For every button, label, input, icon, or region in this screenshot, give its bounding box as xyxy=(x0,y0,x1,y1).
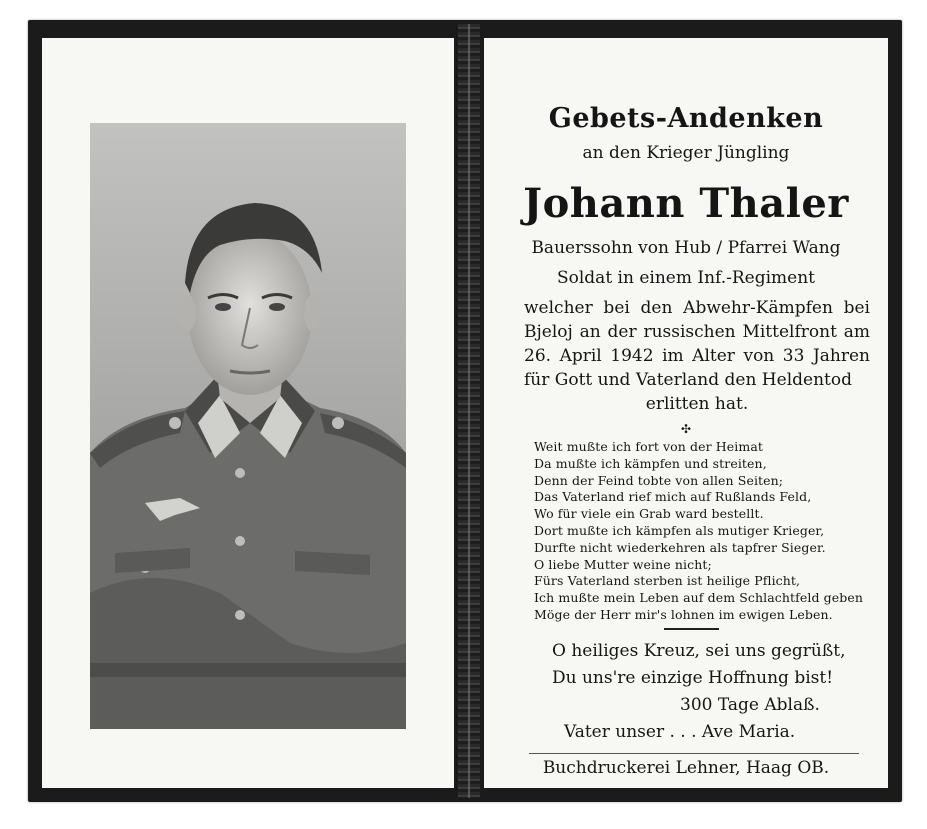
left-panel xyxy=(42,38,454,788)
indulgence-line: 300 Tage Ablaß. xyxy=(680,695,820,715)
portrait-photo xyxy=(90,123,406,729)
prayer-line: Du uns're einzige Hoffnung bist! xyxy=(552,668,834,688)
poem-line: Fürs Vaterland sterben ist heilige Pflicht, xyxy=(534,573,801,589)
card-fold-spine xyxy=(458,24,480,798)
memorial-card xyxy=(28,20,902,802)
poem-line: Weit mußte ich fort von der Heimat xyxy=(534,439,763,454)
divider-rule xyxy=(664,628,719,630)
ornament-icon: ✣ xyxy=(680,422,692,436)
poem-line: Möge der Herr mir's lohnen im ewigen Leben. xyxy=(534,606,833,622)
prayer-block xyxy=(484,638,888,746)
poem-line: O liebe Mutter weine nicht; xyxy=(534,556,712,572)
origin-line: Bauerssohn von Hub / Pfarrei Wang xyxy=(531,238,841,258)
poem-line: Dort mußte ich kämpfen als mutiger Krieger, xyxy=(534,522,825,538)
printer-credit: Buchdruckerei Lehner, Haag OB. xyxy=(542,758,830,778)
soldier-portrait-image xyxy=(90,123,406,729)
heading: Gebets-Andenken xyxy=(548,103,824,134)
subheading: an den Krieger Jüngling xyxy=(582,143,790,163)
poem-line: Durfte nicht wiederkehren als tapfrer Sieger. xyxy=(534,539,826,555)
description-text: welcher bei den Abwehr-Kämpfen bei Bjeloj an der russischen Mittelfront am 26. April 1942 im Alter von 33 Jahren für Gott und Vaterland den Heldentod xyxy=(524,298,870,390)
description-ending: erlitten hat. xyxy=(645,394,749,414)
poem-line: Ich mußte mein Leben auf dem Schlachtfeld geben xyxy=(534,590,864,606)
prayer-line: Vater unser . . . Ave Maria. xyxy=(564,722,796,742)
poem-line: Das Vaterland rief mich auf Rußlands Feld, xyxy=(534,489,812,505)
right-panel xyxy=(484,38,888,788)
memorial-poem xyxy=(534,439,879,624)
poem-line: Da mußte ich kämpfen und streiten, xyxy=(534,455,767,471)
regiment-line: Soldat in einem Inf.-Regiment xyxy=(556,268,816,288)
death-description xyxy=(524,296,870,416)
poem-line: Wo für viele ein Grab ward bestellt. xyxy=(534,506,764,522)
prayer-line: O heiliges Kreuz, sei uns gegrüßt, xyxy=(552,641,846,661)
deceased-name: Johann Thaler xyxy=(523,180,849,227)
poem-line: Denn der Feind tobte von allen Seiten; xyxy=(534,472,784,488)
footer-divider xyxy=(529,753,859,754)
